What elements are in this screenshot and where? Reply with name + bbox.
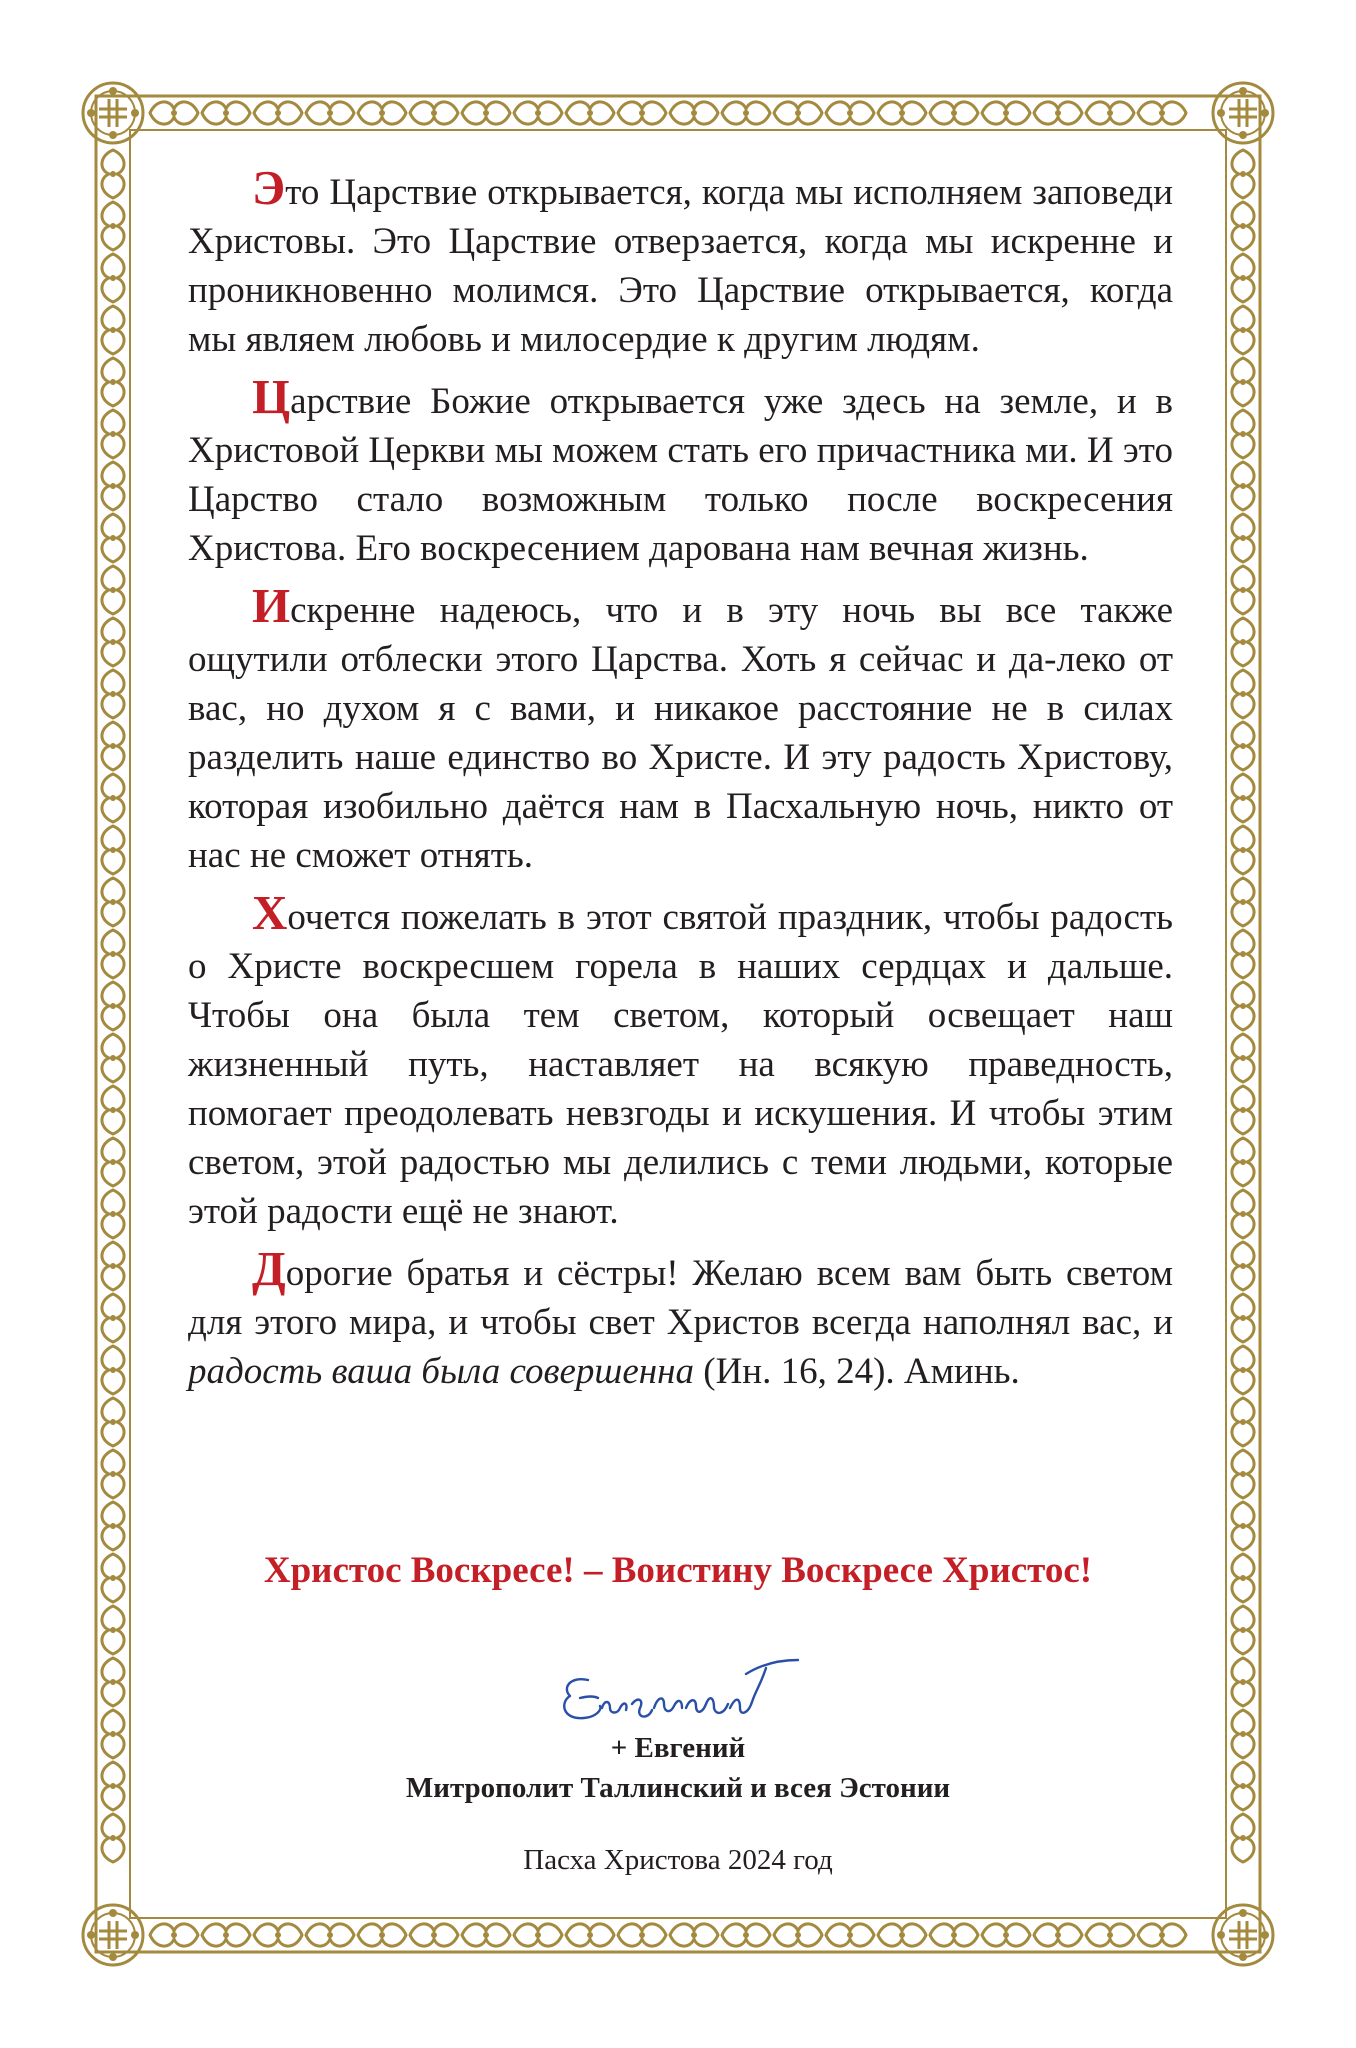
paragraph-5 [188,1241,1173,1396]
dropcap-5: Д [252,1241,286,1296]
paragraph-3-text: скренне надеюсь, что и в эту ночь вы все также ощутили отблески этого Царства. Хоть я сейчас и да-леко от вас, но духом я с вами, и никакое расстояние не в силах разделить наше единство во Христе. И эту радость Христову, которая изобильно даётся нам в Пасхальную ночь, никто от нас не сможет отнять. [188,590,1173,876]
signatory-title: Митрополит Таллинский и всея Эстонии [405,1772,951,1804]
paragraph-5-text-before: орогие братья и сёстры! Желаю всем вам быть светом для этого мира, и чтобы свет Христов всегда наполнял вас, и [188,1253,1173,1343]
signatory-name: + Евгений [610,1732,746,1764]
paragraph-1-text: то Царствие открывается, когда мы исполняем заповеди Христовы. Это Царствие отверзается, когда мы искренне и проникновенно молимся. Это Царствие открывается, когда мы являем любовь и милосердие к другим людям. [188,172,1173,360]
dropcap-1: Э [252,160,286,215]
paragraph-1 [188,160,1173,364]
paragraph-2 [188,369,1173,573]
letter-body [188,160,1173,1409]
dropcap-4: Х [252,885,288,940]
paragraph-2-text: арствие Божие открывается уже здесь на земле, и в Христовой Церкви мы можем стать его причастника ми. И это Царство стало возможным только после воскресения Христова. Его воскресением дарована нам вечная жизнь. [188,381,1173,569]
dropcap-2: Ц [252,369,291,424]
date-line: Пасха Христова 2024 год [523,1844,833,1876]
scripture-quote: радость ваша была совершенна [188,1351,694,1392]
paschal-greeting: Христос Воскресе! – Воистину Воскресе Христос! [263,1550,1093,1591]
paragraph-4 [188,885,1173,1236]
paragraph-4-text: очется пожелать в этот святой праздник, чтобы радость о Христе воскресшем горела в наших сердцах и дальше. Чтобы она была тем светом, который освещает наш жизненный путь, наставляет на всякую праведность, помогает преодолевать невзгоды и искушения. И чтобы этим светом, этой радостью мы делились с теми людьми, которые этой радости ещё не знают. [188,897,1173,1232]
paragraph-3 [188,578,1173,880]
paragraph-5-text-after: (Ин. 16, 24). Аминь. [694,1351,1020,1392]
handwritten-signature [540,1638,810,1738]
dropcap-3: И [252,578,291,633]
